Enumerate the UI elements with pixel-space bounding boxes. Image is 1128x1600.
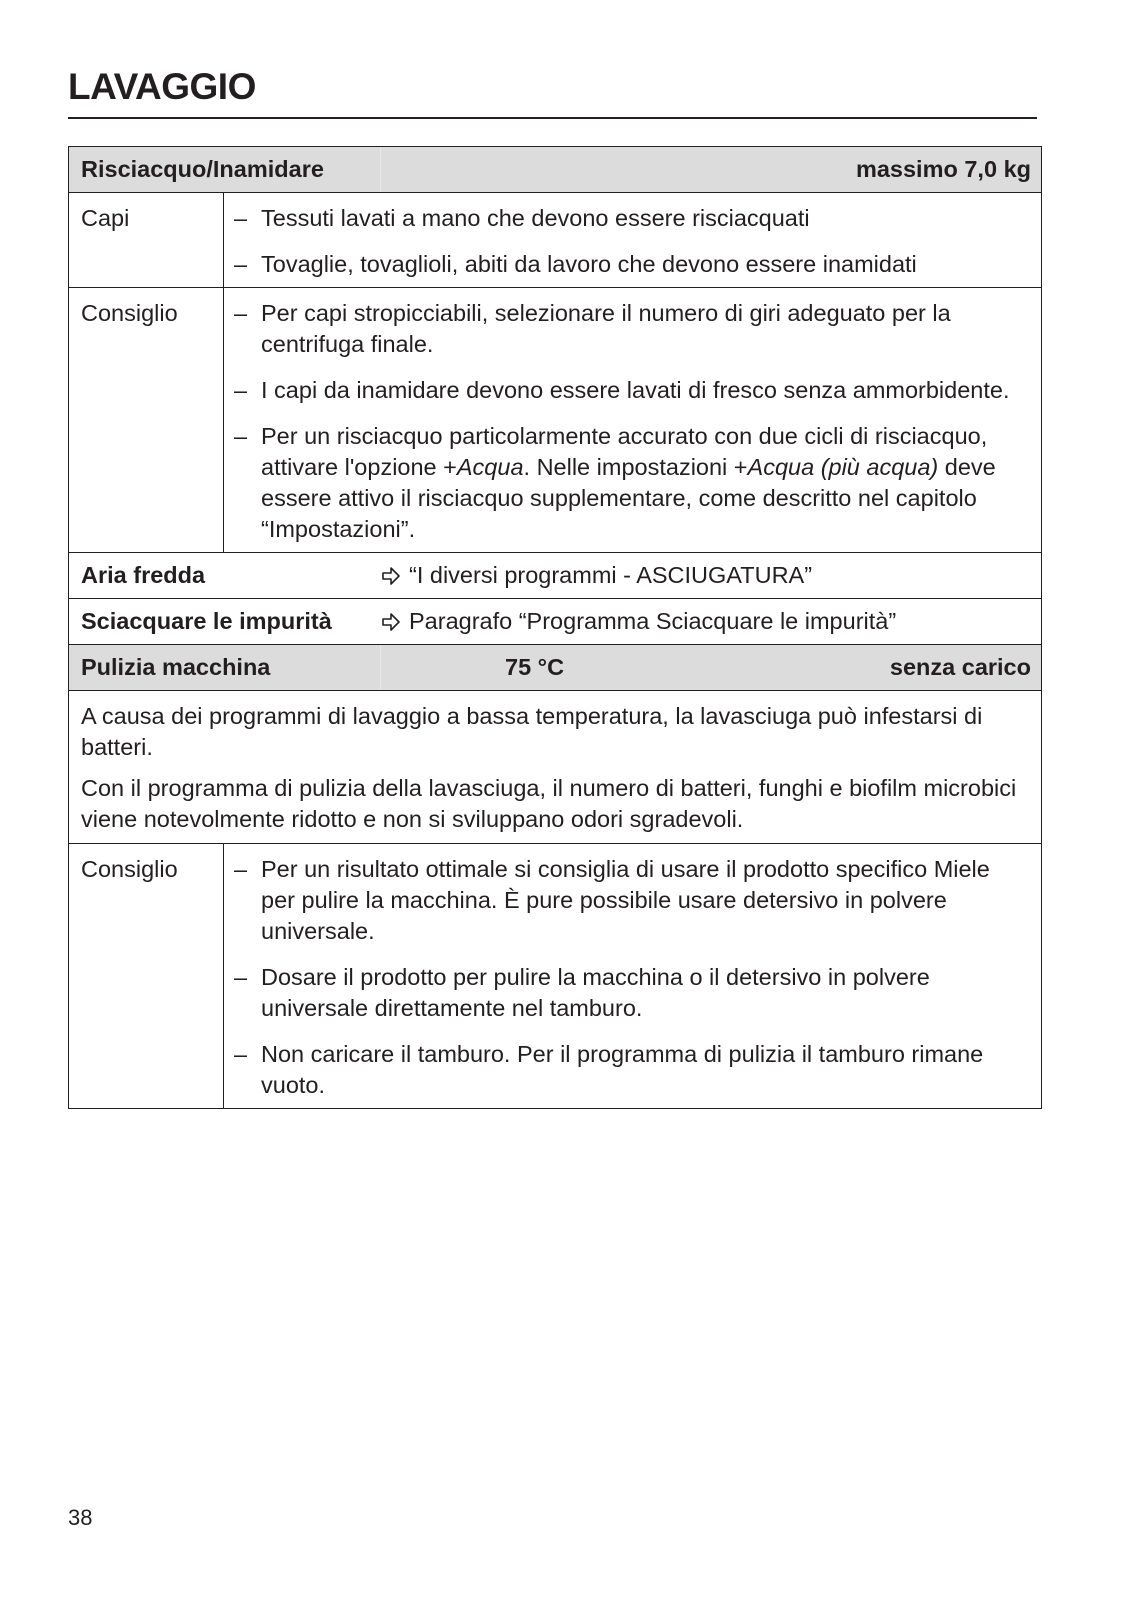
ref-text: Paragrafo “Programma Sciacquare le impurità” [409, 608, 897, 634]
ref-label: Aria fredda [81, 562, 206, 588]
dash-bullet: – [234, 856, 248, 882]
program-load: massimo 7,0 kg [855, 156, 1031, 182]
list-item-text: Non caricare il tamburo. Per il programma di pulizia il tamburo rimane vuoto. [261, 1041, 984, 1098]
hollow-arrow-right-icon [380, 611, 402, 633]
list-item [234, 421, 1029, 545]
page-number: 38 [68, 1505, 93, 1530]
dash-bullet: – [234, 423, 248, 449]
list-item [234, 375, 1029, 406]
dash-bullet: – [234, 964, 248, 990]
consiglio-label: Consiglio [69, 844, 224, 1108]
dash-bullet: – [234, 300, 248, 326]
header-separator [380, 645, 381, 690]
program-temperature: 75 °C [505, 654, 565, 680]
paragraph: A causa dei programmi di lavaggio a bassa temperatura, la lavasciuga può infestarsi di batteri. [81, 703, 983, 760]
text-part: deve essere attivo il risciacquo supplementare, come descritto nel capitolo “Impostazioni”. [261, 454, 996, 542]
list-item-text: Per capi stropicciabili, selezionare il numero di giri adeguato per la centrifuga finale. [261, 300, 951, 357]
title-divider [68, 117, 1037, 119]
list-item [234, 854, 1029, 947]
program-load: senza carico [889, 654, 1031, 680]
consiglio-list [224, 288, 1041, 552]
dash-bullet: – [234, 251, 248, 277]
consiglio-row [69, 287, 1041, 552]
program-name: Risciacquo/Inamidare [81, 156, 324, 182]
text-part: Per un risciacquo particolarmente accurato con due cicli di risciacquo, attivare l'opzione + [261, 423, 988, 480]
page-title: LAVAGGIO [68, 66, 256, 107]
list-item [234, 203, 1029, 234]
option-name: Acqua [456, 454, 524, 480]
ref-target [380, 606, 896, 637]
pulizia-description [69, 690, 1041, 843]
list-item [234, 1039, 1029, 1101]
ref-label: Sciacquare le impurità [81, 608, 332, 634]
option-name: Acqua (più acqua) [747, 454, 939, 480]
paragraph: Con il programma di pulizia della lavasciuga, il numero di batteri, funghi e biofilm microbici viene notevolmente ridotto e non si sviluppano odori sgradevoli. [81, 775, 1017, 832]
consiglio-label: Consiglio [69, 288, 224, 552]
ref-target [380, 560, 812, 591]
capi-row [69, 192, 1041, 287]
capi-list [224, 193, 1041, 287]
list-item-text: Tessuti lavati a mano che devono essere risciacquati [261, 205, 810, 231]
program-header-risciacquo [69, 147, 1041, 192]
consiglio-list [224, 844, 1041, 1108]
capi-label: Capi [69, 193, 224, 287]
list-item [234, 298, 1029, 360]
hollow-arrow-right-icon [380, 565, 402, 587]
list-item-text: Per un risultato ottimale si consiglia di usare il prodotto specifico Miele per pulire la macchina. È pure possibile usare detersivo in polvere universale. [261, 856, 990, 944]
ref-row-aria-fredda [69, 552, 1041, 598]
dash-bullet: – [234, 205, 248, 231]
list-item [234, 962, 1029, 1024]
ref-text: “I diversi programmi - ASCIUGATURA” [409, 562, 813, 588]
program-name: Pulizia macchina [81, 654, 271, 680]
program-table [68, 146, 1042, 1109]
consiglio-row-pulizia [69, 843, 1041, 1108]
list-item-text [261, 421, 1029, 545]
dash-bullet: – [234, 377, 248, 403]
list-item-text: Dosare il prodotto per pulire la macchina o il detersivo in polvere universale direttamente nel tamburo. [261, 964, 930, 1021]
program-header-pulizia [69, 644, 1041, 690]
text-part: . Nelle impostazioni + [523, 454, 748, 480]
list-item-text: I capi da inamidare devono essere lavati di fresco senza ammorbidente. [261, 377, 1010, 403]
header-separator [380, 147, 381, 192]
list-item-text: Tovaglie, tovaglioli, abiti da lavoro che devono essere inamidati [261, 251, 917, 277]
dash-bullet: – [234, 1041, 248, 1067]
ref-row-sciacquare [69, 598, 1041, 644]
list-item [234, 249, 1029, 280]
